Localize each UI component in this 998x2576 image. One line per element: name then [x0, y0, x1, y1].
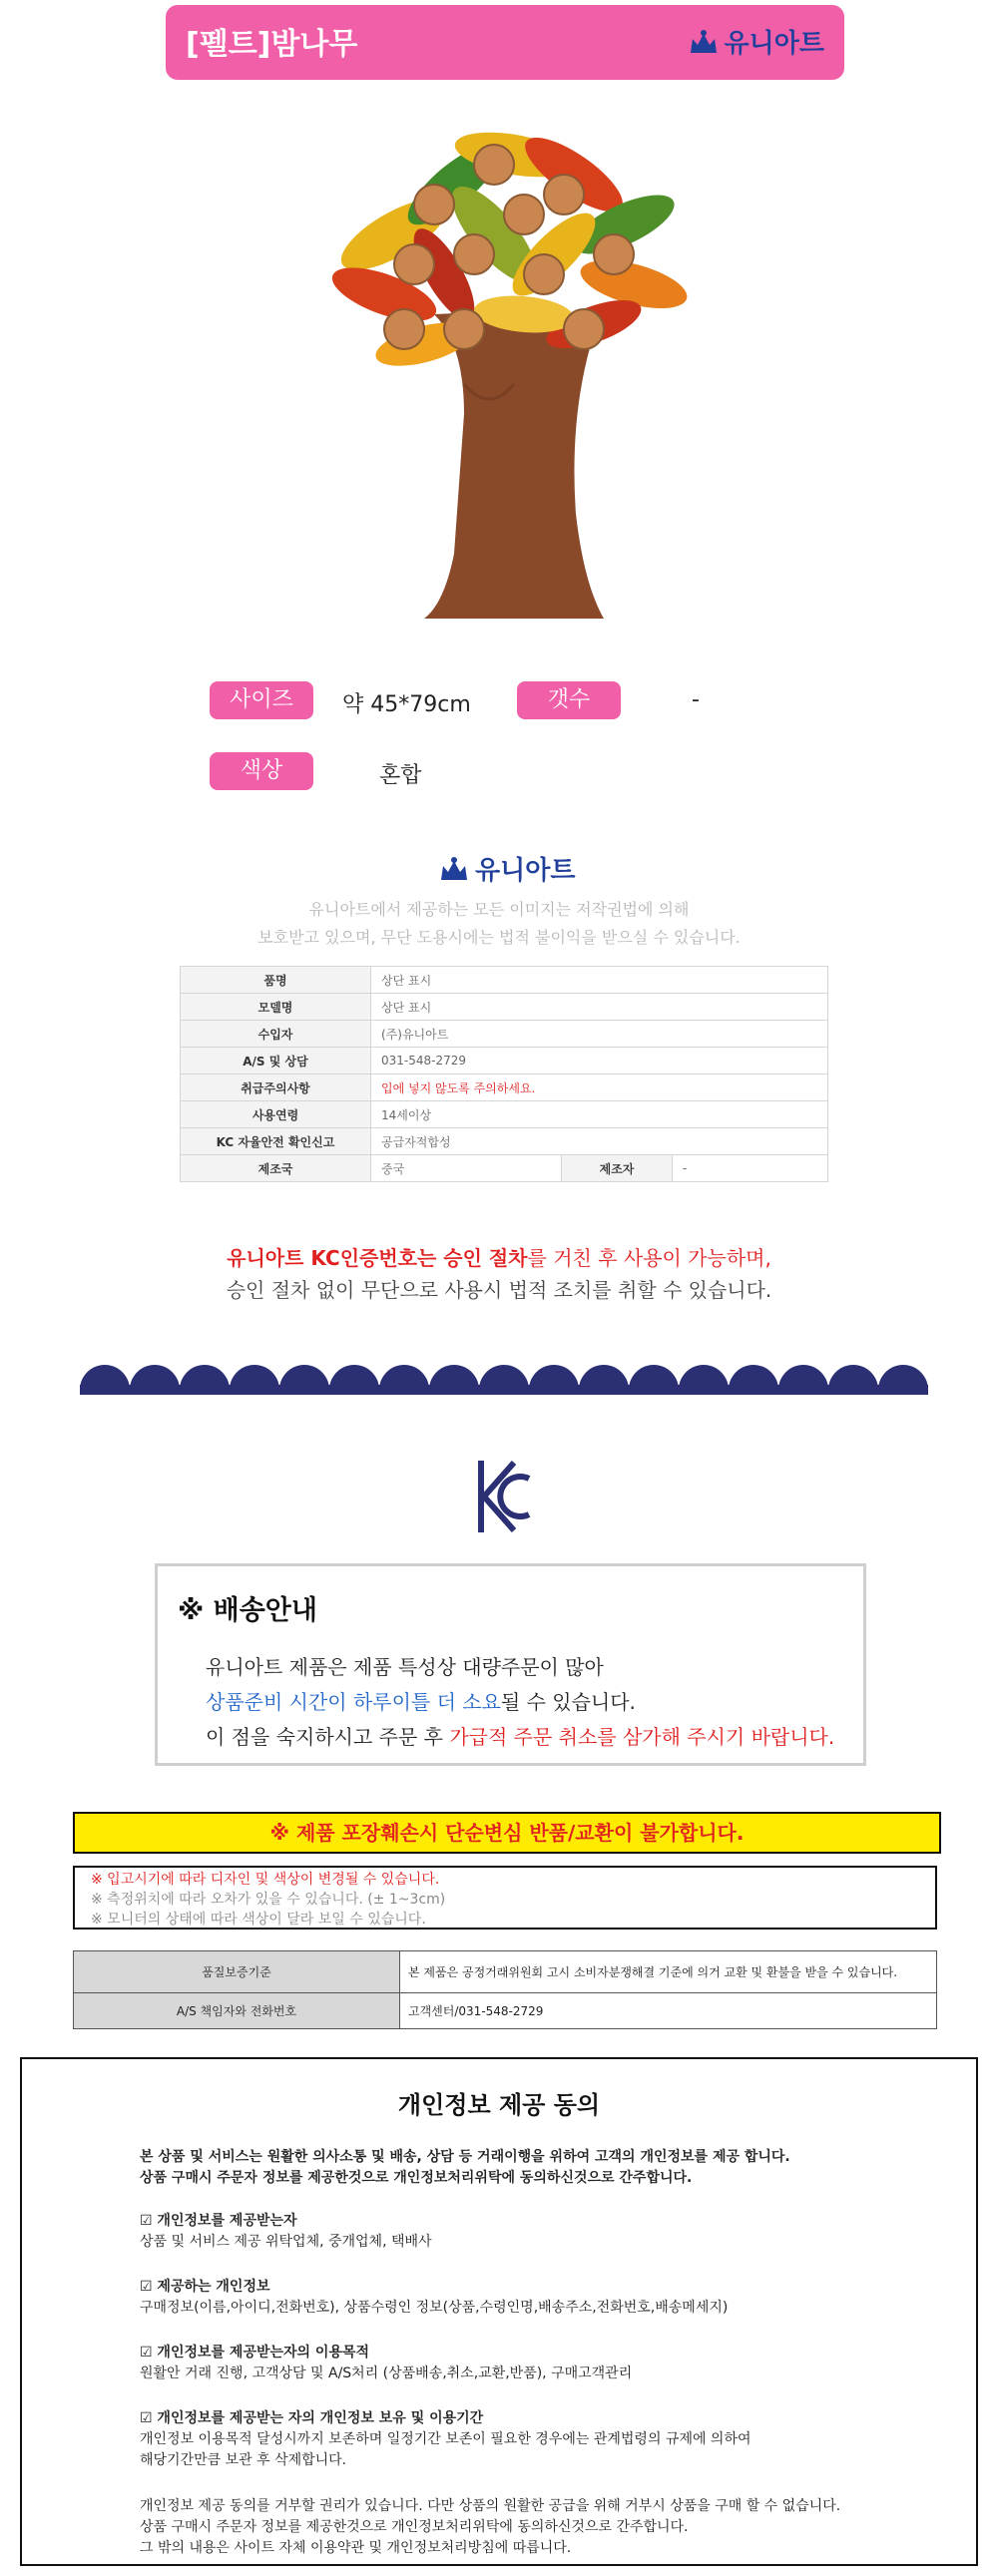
row-label: A/S 및 상담 — [181, 1048, 371, 1074]
row-value: 본 제품은 공정거래위원회 고시 소비자분쟁해결 기준에 의거 교환 및 환불을 받을 수 있습니다. — [400, 1951, 937, 1993]
row-value: 고객센터/031-548-2729 — [400, 1993, 937, 2029]
row-value: 14세이상 — [371, 1101, 828, 1128]
footer-line: 상품 구매시 주문자 정보를 제공한것으로 개인정보처리위탁에 동의하신것으로 간주합니다. — [140, 2519, 689, 2535]
kc-notice-part: 유니아트 — [227, 1246, 311, 1270]
crown-icon — [689, 29, 719, 55]
section-heading: ☑ 개인정보를 제공받는자 — [140, 2213, 297, 2229]
table-row — [181, 1074, 828, 1101]
row-label: A/S 책임자와 전화번호 — [74, 1993, 400, 2029]
shipping-line-3 — [206, 1721, 834, 1750]
title-banner — [166, 5, 844, 80]
privacy-section-3 — [140, 2343, 938, 2384]
table-row — [181, 1128, 828, 1155]
table-row — [181, 967, 828, 994]
table-row — [74, 1951, 937, 1993]
product-title: [펠트]밤나무 — [186, 27, 358, 62]
shipping-text: 될 수 있습니다. — [500, 1690, 636, 1714]
privacy-intro-2: 상품 구매시 주문자 정보를 제공한것으로 개인정보처리위탁에 동의하신것으로 간주합니다. — [140, 2170, 693, 2186]
kc-notice-line-2: 승인 절차 없이 무단으로 사용시 법적 조치를 취할 수 있습니다. — [226, 1278, 772, 1302]
kc-mark-text: KC — [474, 1457, 476, 1458]
table-row — [74, 1993, 937, 2029]
note-measure: ※ 측정위치에 따라 오차가 있을 수 있습니다. (± 1~3cm) — [91, 1892, 446, 1908]
privacy-intro — [140, 2147, 938, 2189]
privacy-title: 개인정보 제공 동의 — [397, 2091, 601, 2119]
origin-label: 제조국 — [181, 1155, 371, 1182]
table-row — [181, 1155, 828, 1182]
privacy-section-1 — [140, 2211, 938, 2253]
product-image — [314, 85, 694, 624]
count-value: - — [692, 687, 700, 712]
kc-notice-line-1 — [0, 1242, 998, 1274]
row-label: 수입자 — [181, 1021, 371, 1048]
shipping-line-1: 유니아트 제품은 제품 특성상 대량주문이 많아 — [206, 1655, 604, 1679]
row-value: 상단 표시 — [371, 967, 828, 994]
row-label: 취급주의사항 — [181, 1074, 371, 1101]
row-label: 모델명 — [181, 994, 371, 1021]
count-label: 갯수 — [517, 681, 621, 719]
table-row — [181, 1101, 828, 1128]
section-body: 개인정보 이용목적 달성시까지 보존하며 일정기간 보존이 필요한 경우에는 관계법령의 규제에 의하여 — [140, 2431, 751, 2447]
row-label: KC 자율안전 확인신고 — [181, 1128, 371, 1155]
crown-icon — [439, 856, 469, 882]
row-value: (주)유니아트 — [371, 1021, 828, 1048]
privacy-section-4 — [140, 2408, 938, 2471]
table-row — [181, 1021, 828, 1048]
row-label: 품명 — [181, 967, 371, 994]
copyright-line-2: 보호받고 있으며, 무단 도용시에는 법적 불이익을 받으실 수 있습니다. — [257, 928, 741, 947]
kc-notice-part: 를 거친 후 사용이 가능하며, — [527, 1246, 771, 1270]
shipping-line-2 — [206, 1686, 636, 1715]
section-body: 구매정보(이름,아이디,전화번호), 상품수령인 정보(상품,수령인명,배송주소,전화번호,배송메세지) — [140, 2300, 729, 2316]
row-label: 사용연령 — [181, 1101, 371, 1128]
table-row — [181, 994, 828, 1021]
row-label: 품질보증기준 — [74, 1951, 400, 1993]
quality-table — [73, 1950, 937, 2029]
maker-label: 제조자 — [562, 1155, 673, 1182]
copyright-line-1: 유니아트에서 제공하는 모든 이미지는 저작권법에 의해 — [308, 900, 690, 919]
note-design: ※ 입고시기에 따라 디자인 및 색상이 변경될 수 있습니다. — [91, 1872, 440, 1888]
brand-logo — [689, 23, 824, 60]
privacy-footer — [140, 2496, 938, 2559]
shipping-highlight: 상품준비 시간이 하루이틀 더 소요 — [206, 1690, 501, 1714]
shipping-text: 이 점을 숙지하시고 주문 후 — [206, 1725, 450, 1749]
privacy-intro-1: 본 상품 및 서비스는 원활한 의사소통 및 배송, 상담 등 거래이행을 위하여 고객의 개인정보를 제공 합니다. — [140, 2149, 790, 2165]
return-warning-banner: ※ 제품 포장훼손시 단순변심 반품/교환이 불가합니다. — [73, 1812, 941, 1854]
footer-line: 그 밖의 내용은 사이트 자체 이용약관 및 개인정보처리방침에 따릅니다. — [140, 2540, 572, 2556]
size-label: 사이즈 — [210, 681, 313, 719]
color-value: 혼합 — [379, 763, 422, 788]
note-monitor: ※ 모니터의 상태에 따라 색상이 달라 보일 수 있습니다. — [91, 1912, 426, 1928]
shipping-title: ※ 배송안내 — [178, 1595, 317, 1626]
origin-value: 중국 — [371, 1155, 562, 1182]
brand-name: 유니아트 — [724, 29, 824, 59]
row-value: 공급자적합성 — [371, 1128, 828, 1155]
privacy-section-2 — [140, 2277, 938, 2319]
product-info-table — [180, 966, 828, 1182]
size-value: 약 45*79cm — [342, 692, 471, 717]
privacy-consent-box — [20, 2057, 978, 2566]
brand-name: 유니아트 — [475, 856, 576, 886]
table-row — [181, 1048, 828, 1074]
color-label: 색상 — [210, 752, 313, 790]
kc-notice-part: KC인증번호는 승인 절차 — [310, 1246, 528, 1270]
footer-line: 개인정보 제공 동의를 거부할 권리가 있습니다. 다만 상품의 원활한 공급을 위해 거부시 상품을 구매 할 수 없습니다. — [140, 2498, 841, 2514]
row-value: 입에 넣지 않도록 주의하세요. — [371, 1074, 828, 1101]
scallop-divider — [80, 1365, 928, 1395]
kc-mark-icon — [474, 1457, 534, 1536]
section-body: 원활안 거래 진행, 고객상담 및 A/S처리 (상품배송,취소,교환,반품), 구매고객관리 — [140, 2365, 633, 2381]
maker-value: - — [673, 1155, 828, 1182]
section-body: 해당기간만큼 보관 후 삭제합니다. — [140, 2452, 347, 2468]
section-heading: ☑ 개인정보를 제공받는자의 이용목적 — [140, 2345, 370, 2361]
row-value: 031-548-2729 — [371, 1048, 828, 1074]
shipping-notice-box — [155, 1563, 866, 1766]
shipping-warning: 가급적 주문 취소를 삼가해 주시기 바랍니다. — [449, 1725, 835, 1749]
row-value: 상단 표시 — [371, 994, 828, 1021]
section-heading: ☑ 개인정보를 제공받는 자의 개인정보 보유 및 이용기간 — [140, 2410, 484, 2426]
section-heading: ☑ 제공하는 개인정보 — [140, 2279, 270, 2295]
notes-box — [73, 1866, 937, 1930]
section-body: 상품 및 서비스 제공 위탁업체, 중개업체, 택배사 — [140, 2234, 432, 2250]
brand-logo-center — [439, 850, 575, 887]
